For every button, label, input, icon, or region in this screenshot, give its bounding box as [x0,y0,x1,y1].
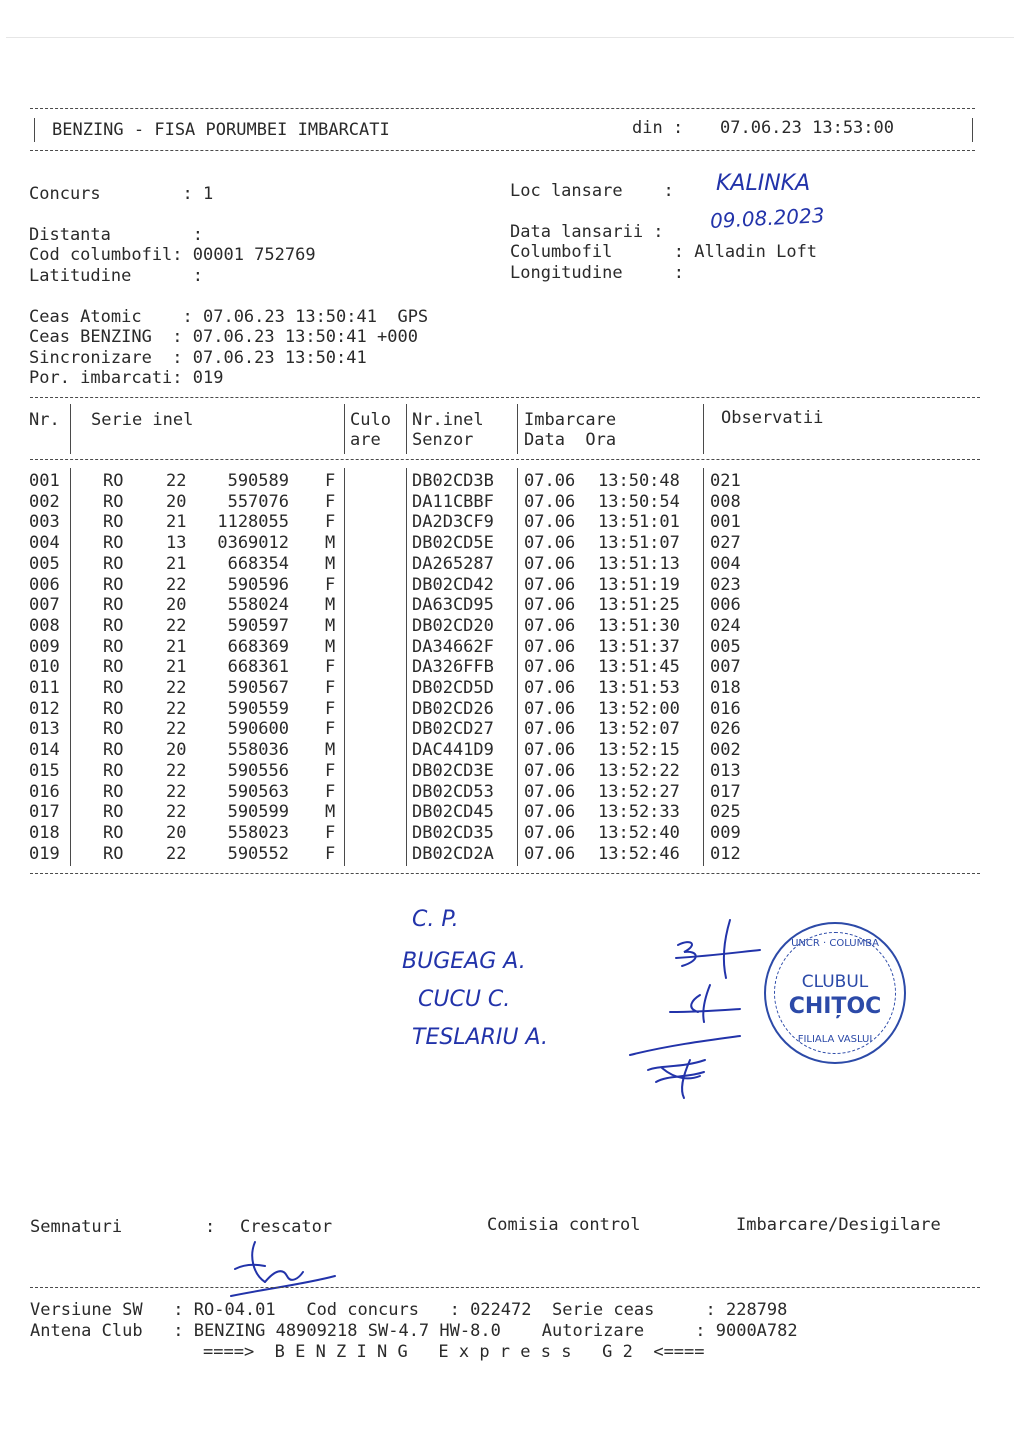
row-sensor: DB02CD45 [412,802,494,823]
row-time: 13:50:54 [598,491,680,512]
row-year: 21 [166,512,187,533]
row-sensor: DA63CD95 [412,595,494,616]
row-nr: 002 [29,491,60,512]
col-header-imbarcare: Imbarcare [524,410,617,430]
field-data-lansarii: Data lansarii : [510,222,664,242]
row-date: 07.06 [524,533,576,554]
row-sensor: DA34662F [412,636,494,657]
row-observation: 017 [710,781,741,802]
row-sensor: DAC441D9 [412,740,494,761]
row-time: 13:51:45 [598,657,680,678]
row-observation: 024 [710,615,741,636]
col-divider [344,468,345,866]
row-time: 13:51:07 [598,533,680,554]
row-observation: 026 [710,719,741,740]
handwritten-name-2: CUCU C. [418,987,511,1012]
row-year: 22 [166,760,187,781]
col-divider [703,404,704,454]
row-observation: 025 [710,802,741,823]
row-sex: F [325,760,336,781]
field-longitudine: Longitudine : [510,263,684,283]
row-observation: 001 [710,512,741,533]
row-year: 22 [166,574,187,595]
stamp-center-line-1: CLUBUL [801,972,869,992]
row-year: 22 [166,698,187,719]
col-divider [406,468,407,866]
field-latitudine: Latitudine : [29,266,203,286]
row-date: 07.06 [524,657,576,678]
row-time: 13:52:27 [598,781,680,802]
row-country: RO [103,678,124,698]
commission-signatures [600,900,770,1110]
row-observation: 005 [710,636,741,657]
row-ring-number: 558023 [227,822,289,843]
handwritten-name-1: BUGEAG A. [402,949,526,974]
row-observation: 016 [710,698,741,719]
row-sex: M [325,802,336,823]
row-observation: 021 [710,471,741,491]
row-time: 13:51:01 [598,512,680,533]
row-ring-number: 590552 [227,843,289,864]
row-year: 20 [166,595,187,616]
row-country: RO [103,491,124,512]
row-sex: F [325,843,336,864]
field-distanta: Distanta : [29,225,203,245]
row-observation: 002 [710,740,741,761]
stamp-bottom-text: FILIALA VASLUI [797,1034,873,1045]
row-date: 07.06 [524,740,576,761]
row-year: 13 [166,533,187,554]
row-sex: M [325,636,336,657]
row-observation: 012 [710,843,741,864]
col-divider [344,404,345,454]
header-din-label: din : [632,118,684,138]
row-sensor: DB02CD3B [412,471,494,491]
row-country: RO [103,698,124,719]
footer-rule [30,1287,980,1288]
row-ring-number: 590599 [227,802,289,823]
row-date: 07.06 [524,615,576,636]
row-nr: 013 [29,719,60,740]
row-country: RO [103,719,124,740]
row-sex: F [325,471,336,491]
row-country: RO [103,822,124,843]
row-ring-number: 668354 [227,553,289,574]
row-ring-number: 590589 [227,471,289,491]
row-year: 22 [166,678,187,698]
row-country: RO [103,533,124,554]
row-year: 22 [166,719,187,740]
row-time: 13:51:37 [598,636,680,657]
col-divider [517,404,518,454]
row-observation: 027 [710,533,741,554]
row-nr: 019 [29,843,60,864]
row-ring-number: 590556 [227,760,289,781]
document-title: BENZING - FISA PORUMBEI IMBARCATI [52,120,390,140]
row-time: 13:51:53 [598,678,680,698]
row-nr: 006 [29,574,60,595]
row-nr: 014 [29,740,60,761]
row-sex: F [325,719,336,740]
field-loc-lansare: Loc lansare : [510,181,674,201]
row-sex: M [325,595,336,616]
row-country: RO [103,760,124,781]
row-time: 13:51:13 [598,553,680,574]
row-nr: 016 [29,781,60,802]
row-date: 07.06 [524,574,576,595]
row-observation: 013 [710,760,741,781]
row-country: RO [103,781,124,802]
row-country: RO [103,843,124,864]
row-observation: 023 [710,574,741,595]
row-ring-number: 557076 [227,491,289,512]
row-sex: F [325,698,336,719]
row-sex: M [325,615,336,636]
header-top-rule [30,108,975,109]
crescator-signature [225,1234,345,1304]
row-date: 07.06 [524,802,576,823]
row-nr: 001 [29,471,60,491]
col-divider [703,468,704,866]
field-cod-columbofil: Cod columbofil: 00001 752769 [29,245,316,265]
row-date: 07.06 [524,678,576,698]
row-time: 13:52:15 [598,740,680,761]
row-nr: 010 [29,657,60,678]
signatures-colon: : [205,1217,216,1237]
footer-line-3: ====> B E N Z I N G E x p r e s s G 2 <==== [203,1342,705,1362]
row-year: 21 [166,657,187,678]
table-header-rule [30,459,980,460]
row-nr: 011 [29,678,60,698]
row-sex: F [325,491,336,512]
row-ring-number: 668361 [227,657,289,678]
row-year: 22 [166,471,187,491]
row-sensor: DB02CD5D [412,678,494,698]
col-header-culoare-1: Culo [350,410,391,430]
row-sex: M [325,533,336,554]
col-divider [517,468,518,866]
row-observation: 009 [710,822,741,843]
row-sensor: DB02CD27 [412,719,494,740]
row-nr: 004 [29,533,60,554]
col-divider [406,404,407,454]
row-ring-number: 558024 [227,595,289,616]
handwritten-loc-lansare: KALINKA [716,171,811,196]
row-time: 13:52:00 [598,698,680,719]
field-por-imbarcati: Por. imbarcati: 019 [29,368,224,388]
row-time: 13:50:48 [598,471,680,491]
row-year: 22 [166,843,187,864]
field-concurs: Concurs : 1 [29,184,214,204]
row-country: RO [103,595,124,616]
row-nr: 017 [29,802,60,823]
row-sex: F [325,678,336,698]
row-ring-number: 558036 [227,740,289,761]
row-sensor: DA265287 [412,553,494,574]
col-header-senzor: Senzor [412,430,474,450]
row-date: 07.06 [524,760,576,781]
field-ceas-atomic: Ceas Atomic : 07.06.23 13:50:41 GPS [29,307,429,327]
row-year: 21 [166,553,187,574]
row-ring-number: 590559 [227,698,289,719]
col-header-data-ora: Data Ora [524,430,617,450]
row-year: 21 [166,636,187,657]
row-country: RO [103,512,124,533]
row-date: 07.06 [524,781,576,802]
field-sincronizare: Sincronizare : 07.06.23 13:50:41 [29,348,367,368]
row-ring-number: 590596 [227,574,289,595]
col-divider [70,468,71,866]
row-year: 22 [166,615,187,636]
row-nr: 007 [29,595,60,616]
col-header-serie-inel: Serie inel [91,410,194,430]
row-nr: 009 [29,636,60,657]
stamp-top-text: UNCR · COLUMBA [791,938,879,949]
row-sex: F [325,574,336,595]
row-ring-number: 1128055 [217,512,289,533]
row-time: 13:52:22 [598,760,680,781]
field-columbofil: Columbofil : Alladin Loft [510,242,818,262]
row-sex: M [325,553,336,574]
row-sex: M [325,740,336,761]
handwritten-data-lansarii: 09.08.2023 [709,203,826,233]
row-nr: 015 [29,760,60,781]
row-year: 20 [166,822,187,843]
row-time: 13:52:40 [598,822,680,843]
signatures-label: Semnaturi [30,1217,123,1237]
row-sex: F [325,781,336,802]
row-country: RO [103,657,124,678]
row-observation: 006 [710,595,741,616]
header-right-border [972,118,973,142]
row-time: 13:52:07 [598,719,680,740]
row-ring-number: 590567 [227,678,289,698]
row-sex: F [325,657,336,678]
row-country: RO [103,740,124,761]
row-time: 13:52:33 [598,802,680,823]
row-time: 13:51:19 [598,574,680,595]
row-time: 13:51:25 [598,595,680,616]
row-year: 20 [166,740,187,761]
row-observation: 004 [710,553,741,574]
row-sensor: DA2D3CF9 [412,512,494,533]
row-country: RO [103,802,124,823]
row-nr: 005 [29,553,60,574]
row-ring-number: 0369012 [217,533,289,554]
header-left-border [34,118,35,142]
handwritten-cp: C. P. [412,907,459,932]
row-date: 07.06 [524,822,576,843]
col-header-observatii: Observatii [721,408,824,428]
row-sensor: DB02CD53 [412,781,494,802]
row-year: 22 [166,802,187,823]
row-date: 07.06 [524,512,576,533]
field-ceas-benzing: Ceas BENZING : 07.06.23 13:50:41 +000 [29,327,418,347]
row-date: 07.06 [524,595,576,616]
row-country: RO [103,574,124,595]
row-time: 13:52:46 [598,843,680,864]
row-observation: 018 [710,678,741,698]
row-date: 07.06 [524,471,576,491]
row-date: 07.06 [524,719,576,740]
row-nr: 012 [29,698,60,719]
signature-comisia-control: Comisia control [487,1215,641,1235]
col-divider [70,404,71,454]
stamp-center-line-2: CHIȚOC [788,994,882,1019]
row-year: 20 [166,491,187,512]
col-header-culoare-2: are [350,430,381,450]
row-time: 13:51:30 [598,615,680,636]
row-sensor: DB02CD2A [412,843,494,864]
row-ring-number: 590600 [227,719,289,740]
row-sensor: DB02CD20 [412,615,494,636]
club-stamp [764,922,906,1064]
row-date: 07.06 [524,491,576,512]
header-bottom-rule [30,150,975,151]
table-bottom-rule [30,873,980,874]
row-sensor: DA11CBBF [412,491,494,512]
row-nr: 018 [29,822,60,843]
row-date: 07.06 [524,636,576,657]
col-header-nr: Nr. [29,410,60,430]
row-nr: 003 [29,512,60,533]
row-date: 07.06 [524,843,576,864]
row-country: RO [103,553,124,574]
signature-imbarcare-desigilare: Imbarcare/Desigilare [736,1215,941,1235]
row-country: RO [103,636,124,657]
row-sex: F [325,512,336,533]
handwritten-name-3: TESLARIU A. [412,1025,548,1050]
row-ring-number: 590563 [227,781,289,802]
row-date: 07.06 [524,553,576,574]
row-sex: F [325,822,336,843]
header-datetime: 07.06.23 13:53:00 [720,118,894,138]
row-observation: 008 [710,491,741,512]
footer-line-1: Versiune SW : RO-04.01 Cod concurs : 022472 Serie ceas : 228798 [30,1300,788,1320]
row-sensor: DB02CD35 [412,822,494,843]
row-sensor: DB02CD3E [412,760,494,781]
row-nr: 008 [29,615,60,636]
col-header-nr-inel: Nr.inel [412,410,484,430]
table-top-rule [30,397,980,398]
row-ring-number: 668369 [227,636,289,657]
scan-edge-line [6,37,1014,38]
row-sensor: DB02CD5E [412,533,494,554]
row-year: 22 [166,781,187,802]
row-country: RO [103,615,124,636]
row-country: RO [103,471,124,491]
footer-line-2: Antena Club : BENZING 48909218 SW-4.7 HW-8.0 Autorizare : 9000A782 [30,1321,798,1341]
signature-crescator: Crescator [240,1217,333,1237]
row-sensor: DA326FFB [412,657,494,678]
row-date: 07.06 [524,698,576,719]
row-ring-number: 590597 [227,615,289,636]
row-observation: 007 [710,657,741,678]
row-sensor: DB02CD26 [412,698,494,719]
row-sensor: DB02CD42 [412,574,494,595]
